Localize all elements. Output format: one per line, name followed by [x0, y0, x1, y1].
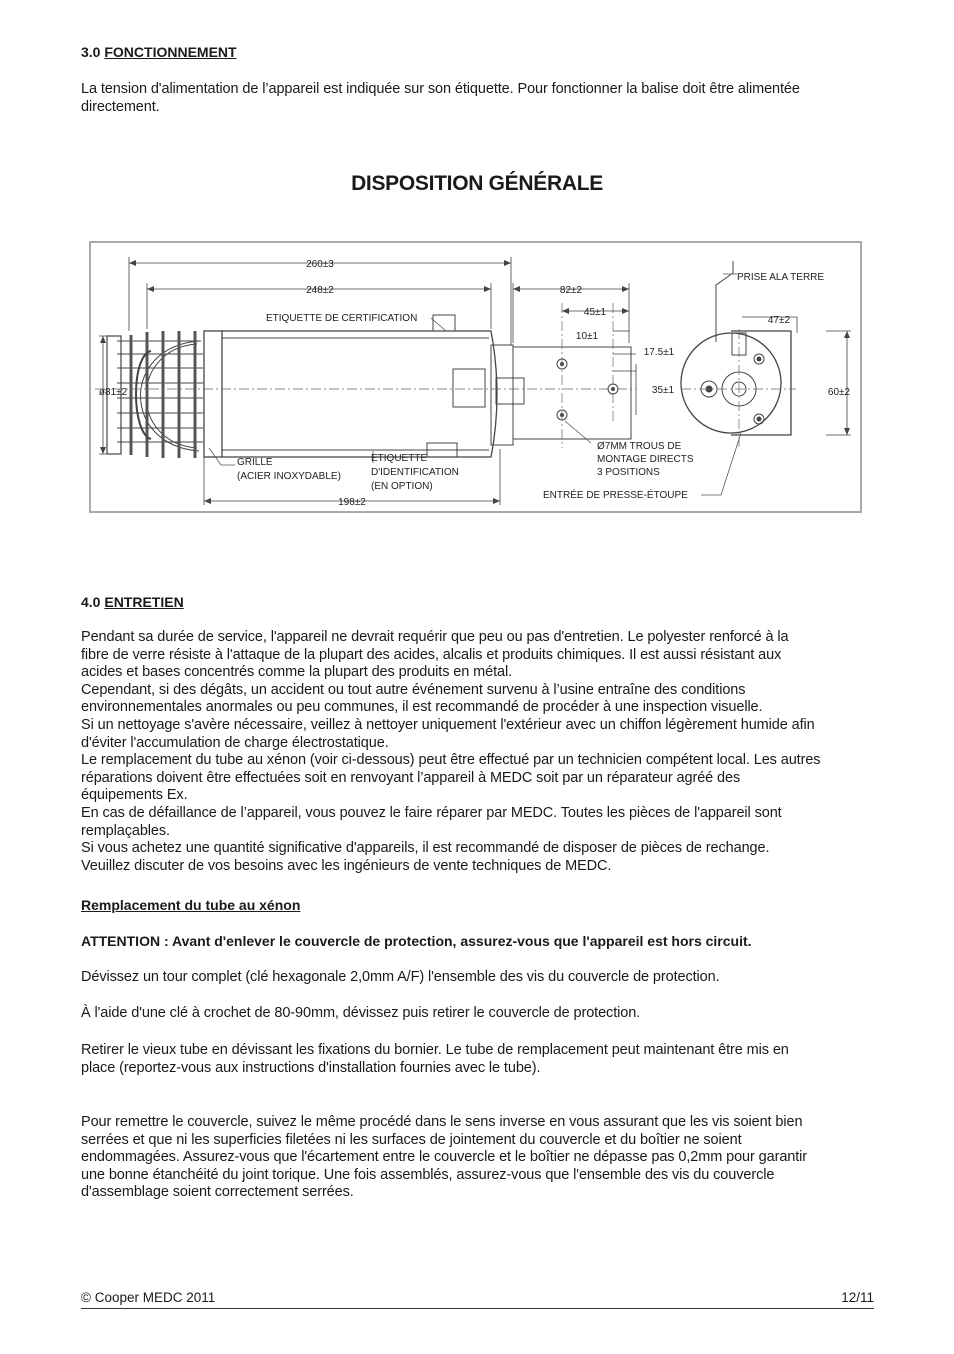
maintenance-line: fibre de verre résiste à l'attaque de la plupart des acides, alcalis et produits chimiques. Il est aussi résistant aux — [81, 646, 782, 663]
xenon-step-1: Dévissez un tour complet (clé hexagonale 2,0mm A/F) l'ensemble des vis du couvercle de protection. — [81, 969, 720, 985]
dim-35: 35±1 — [651, 385, 675, 396]
maintenance-line: réparations doivent être effectuées soit en renvoyant l’appareil à MEDC soit par un réparateur agréé des — [81, 769, 741, 786]
section-4-title: ENTRETIEN — [104, 594, 184, 610]
maintenance-text — [81, 629, 881, 875]
label-grille-2: (ACIER INOXYDABLE) — [237, 471, 341, 482]
dim-248: 248±2 — [306, 285, 334, 296]
general-arrangement-drawing — [89, 241, 862, 513]
xenon-heading: Remplacement du tube au xénon — [81, 897, 301, 913]
maintenance-line: Si vous achetez une quantité significative d'appareils, il est recommandé de disposer de pièces de rechange. — [81, 840, 770, 857]
xenon-step-4 — [81, 1114, 881, 1202]
dim-81: ø81±2 — [98, 387, 128, 398]
label-certification: ETIQUETTE DE CERTIFICATION — [266, 313, 418, 324]
label-ident-3: (EN OPTION) — [371, 481, 433, 492]
maintenance-line: d'éviter l'accumulation de charge électrostatique. — [81, 734, 389, 751]
xenon-step-4-line: une bonne étanchéité du joint torique. Une fois assemblés, assurez-vous que l'ensemble des vis du couvercle — [81, 1166, 775, 1183]
xenon-step-4-line: Pour remettre le couvercle, suivez le même procédé dans le sens inverse en vous assurant que les vis soient bien — [81, 1114, 803, 1130]
footer-divider — [81, 1308, 874, 1309]
section-3-text: La tension d'alimentation de l’appareil est indiquée sur son étiquette. Pour fonctionner la balise doit être alimentée directement. — [81, 81, 800, 115]
section-3-heading — [81, 44, 237, 60]
section-3-number: 3.0 — [81, 44, 101, 60]
maintenance-line: Veuillez discuter de vos besoins avec les ingénieurs de vente techniques de MEDC. — [81, 857, 612, 874]
maintenance-line: équipements Ex. — [81, 787, 188, 804]
maintenance-line: Cependant, si des dégâts, un accident ou tout autre événement survenu à l’usine entraîne des conditions — [81, 681, 746, 698]
maintenance-line: remplaçables. — [81, 822, 170, 839]
dim-198: 198±2 — [338, 497, 366, 508]
label-ident-1: ETIQUETTE — [371, 453, 428, 464]
xenon-step-3-line: place (reportez-vous aux instructions d'installation fournies avec le tube). — [81, 1059, 541, 1076]
xenon-step-4-line: d'assemblage soient correctement serrées. — [81, 1184, 354, 1201]
maintenance-line: Pendant sa durée de service, l'appareil ne devrait requérir que peu ou pas d'entretien. Le polyester renforcé à la — [81, 629, 789, 645]
xenon-step-4-line: endommagées. Assurez-vous que l'écartement entre le couvercle et le boîtier ne dépasse pas 0,2mm pour garantir — [81, 1149, 808, 1166]
dim-17: 17.5±1 — [643, 347, 675, 358]
section-3-title: FONCTIONNEMENT — [104, 44, 237, 60]
diagram-title: DISPOSITION GÉNÉRALE — [351, 172, 603, 195]
dim-45: 45±1 — [583, 307, 607, 318]
maintenance-line: En cas de défaillance de l’appareil, vous pouvez le faire réparer par MEDC. Toutes les pièces de l'appareil sont — [81, 804, 782, 821]
maintenance-line: Si un nettoyage s'avère nécessaire, veillez à nettoyer uniquement l'extérieur avec un chiffon légèrement humide afin — [81, 716, 815, 733]
maintenance-line: environnementales anormales ou peu communes, il est recommandé de procéder à une inspection visuelle. — [81, 699, 763, 716]
dim-47: 47±2 — [767, 315, 791, 326]
footer-page-number: 12/11 — [841, 1290, 874, 1305]
label-holes-3: 3 POSITIONS — [597, 467, 660, 478]
drawing-svg — [91, 243, 860, 511]
xenon-warning: ATTENTION : Avant d'enlever le couvercle de protection, assurez-vous que l'appareil est hors circuit. — [81, 933, 752, 949]
xenon-step-2: À l'aide d'une clé à crochet de 80-90mm, dévissez puis retirer le couvercle de protection. — [81, 1005, 641, 1021]
label-ident-2: D'IDENTIFICATION — [371, 467, 459, 478]
section-4-heading — [81, 594, 184, 610]
label-holes-1: Ø7MM TROUS DE — [597, 441, 682, 452]
label-holes-2: MONTAGE DIRECTS — [597, 454, 694, 465]
section-4-number: 4.0 — [81, 594, 101, 610]
xenon-step-3-line: Retirer le vieux tube en dévissant les fixations du bornier. Le tube de remplacement peut maintenant être mis en — [81, 1042, 789, 1058]
xenon-step-3 — [81, 1042, 881, 1077]
label-gland: ENTRÉE DE PRESSE-ÉTOUPE — [543, 490, 688, 501]
maintenance-line: Le remplacement du tube au xénon (voir ci-dessous) peut être effectué par un technicien compétent local. Les autres — [81, 752, 821, 769]
dim-10: 10±1 — [575, 331, 599, 342]
dim-260: 260±3 — [306, 259, 334, 270]
maintenance-line: acides et bases concentrés comme la plupart des produits en métal. — [81, 664, 513, 681]
label-grille-1: GRILLE — [237, 457, 273, 468]
footer-copyright: © Cooper MEDC 2011 — [81, 1290, 216, 1305]
dim-82: 82±2 — [559, 285, 583, 296]
label-earth: PRISE ALA TERRE — [737, 272, 825, 283]
dim-60: 60±2 — [827, 387, 851, 398]
xenon-step-4-line: serrées et que ni les superficies filetées ni les surfaces de jointement du couvercle et du boîtier ne soient — [81, 1131, 742, 1148]
